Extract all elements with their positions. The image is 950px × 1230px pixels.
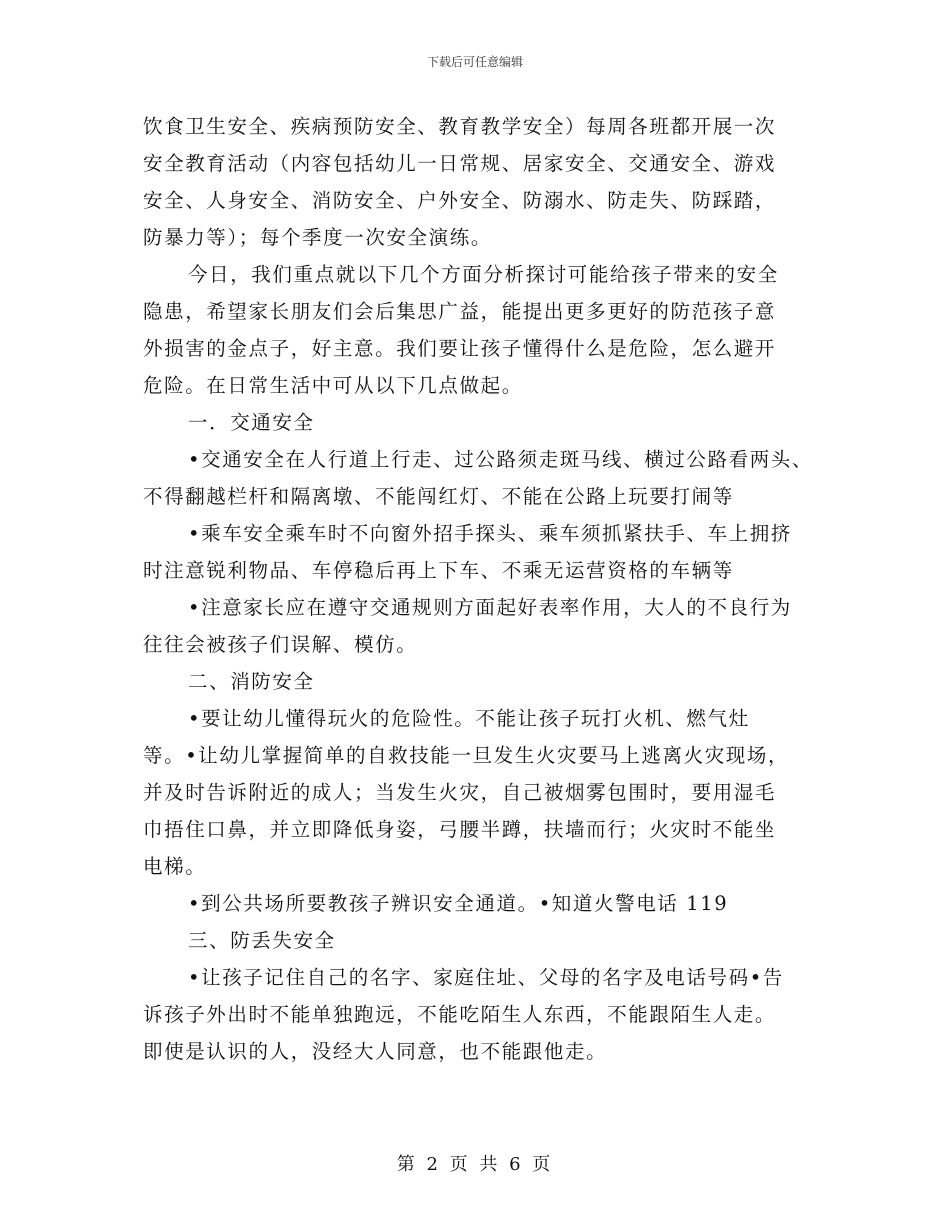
text-line: 外损害的金点子，好主意。我们要让孩子懂得什么是危险，怎么避开: [143, 337, 777, 360]
text-line: 往往会被孩子们误解、模仿。: [143, 633, 418, 656]
text-line: 危险。在日常生活中可从以下几点做起。: [143, 374, 523, 397]
text-line: 饮食卫生安全、疾病预防安全、教育教学安全）每周各班都开展一次: [143, 115, 777, 138]
text-line: •乘车安全乘车时不向窗外招手探头、乘车须抓紧扶手、车上拥挤: [188, 522, 792, 545]
text-line: 时注意锐利物品、车停稳后再上下车、不乘无运营资格的车辆等: [143, 559, 734, 582]
text-line: 隐患，希望家长朋友们会后集思广益，能提出更多更好的防范孩子意: [143, 300, 777, 323]
page-footer: 第 2 页 共 6 页: [396, 1154, 554, 1175]
text-line: 电梯。: [143, 855, 207, 878]
text-line: 并及时告诉附近的成人；当发生火灾，自己被烟雾包围时，要用湿毛: [143, 781, 777, 804]
text-line: •注意家长应在遵守交通规则方面起好表率作用，大人的不良行为: [188, 596, 792, 619]
text-line: •交通安全在人行道上行走、过公路须走斑马线、横过公路看两头、: [188, 448, 814, 471]
text-line: 即使是认识的人，没经大人同意，也不能跟他走。: [143, 1040, 608, 1063]
text-line: 诉孩子外出时不能单独跑远，不能吃陌生人东西，不能跟陌生人走。: [143, 1003, 777, 1026]
page-header: 下载后可任意编辑: [426, 55, 523, 69]
text-line: 等。•让幼儿掌握简单的自救技能一旦发生火灾要马上逃离火灾现场，: [143, 744, 790, 767]
text-line: 巾捂住口鼻，并立即降低身姿，弓腰半蹲，扶墙而行；火灾时不能坐: [143, 818, 777, 841]
text-line: 安全、人身安全、消防安全、户外安全、防溺水、防走失、防踩踏，: [143, 189, 777, 212]
text-line: •要让幼儿懂得玩火的危险性。不能让孩子玩打火机、燃气灶: [188, 707, 750, 730]
text-line: 三、防丢失安全: [188, 929, 336, 952]
text-line: •到公共场所要教孩子辨识安全通道。•知道火警电话 119: [188, 892, 729, 915]
text-line: 防暴力等）；每个季度一次安全演练。: [143, 226, 492, 249]
text-line: •让孩子记住自己的名字、家庭住址、父母的名字及电话号码•告: [188, 966, 784, 989]
text-line: 今日，我们重点就以下几个方面分析探讨可能给孩子带来的安全: [188, 263, 779, 286]
text-line: 不得翻越栏杆和隔离墩、不能闯红灯、不能在公路上玩要打闹等: [143, 485, 734, 508]
text-line: 二、消防安全: [188, 670, 315, 693]
text-line: 安全教育活动（内容包括幼儿一日常规、居家安全、交通安全、游戏: [143, 152, 777, 175]
document-body: [143, 108, 823, 1070]
text-line: 一．交通安全: [188, 411, 315, 434]
